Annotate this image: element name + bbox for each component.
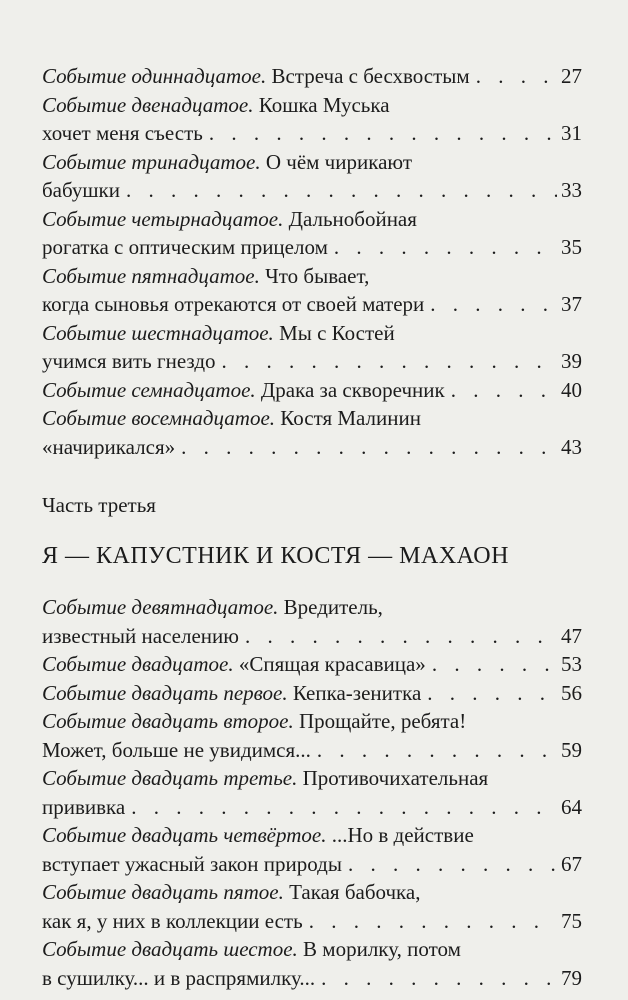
toc-leader-dots: [334, 233, 557, 262]
toc-entry-title: ...Но в действие: [331, 823, 474, 847]
toc-entry[interactable]: [42, 262, 582, 319]
toc-event-label: Событие двадцать четвёртое.: [42, 823, 327, 847]
toc-entry-title: Дальнобойная: [288, 206, 417, 231]
toc-entry-first-line: [42, 679, 582, 708]
toc-entry-first-line: [42, 376, 582, 405]
toc-entry-first-line: [42, 262, 582, 291]
toc-entry-second-line: [42, 433, 582, 462]
toc-page-number: 53: [561, 652, 582, 676]
toc-page-number: 35: [561, 235, 582, 259]
toc-entry-first-line: [42, 935, 582, 964]
toc-leader-dots: [131, 793, 557, 822]
toc-entry-title: «Спящая красавица»: [238, 652, 426, 676]
toc-entry-title: Встреча с бесхвостым: [271, 64, 470, 88]
toc-leader-dots: [451, 376, 557, 405]
toc-entry[interactable]: [42, 764, 582, 821]
toc-event-label: Событие шестнадцатое.: [42, 320, 274, 345]
toc-entry-title: Прощайте, ребята!: [298, 709, 467, 733]
toc-entry-title-continued: когда сыновья отрекаются от своей матери: [42, 292, 425, 316]
toc-event-label: Событие двадцать первое.: [42, 680, 288, 705]
toc-entry-title-continued: рогатка с оптическим прицелом: [42, 235, 328, 259]
toc-entry[interactable]: [42, 679, 582, 708]
toc-leader-dots: [321, 964, 557, 993]
toc-event-label: Событие двадцать пятое.: [42, 880, 284, 904]
toc-leader-dots: [181, 433, 557, 462]
toc-entry-title: Драка за скворечник: [260, 377, 445, 402]
toc-leader-dots: [476, 62, 557, 91]
toc-leader-dots: [432, 650, 557, 679]
toc-leader-dots: [348, 850, 557, 879]
toc-entry-second-line: [42, 622, 582, 651]
toc-leader-dots: [245, 622, 557, 651]
toc-entry-first-line: [42, 404, 582, 433]
toc-entry-second-line: [42, 907, 582, 936]
toc-entry-second-line: [42, 850, 582, 879]
toc-entry[interactable]: [42, 62, 582, 91]
toc-entry-title-continued: как я, у них в коллекции есть: [42, 908, 303, 933]
toc-entry-title: Такая бабочка,: [289, 880, 421, 904]
toc-entry[interactable]: [42, 593, 582, 650]
toc-entry[interactable]: [42, 148, 582, 205]
toc-entry[interactable]: [42, 91, 582, 148]
toc-page-number: 75: [561, 908, 582, 933]
toc-entry-title: Кошка Муська: [258, 92, 390, 117]
toc-event-label: Событие девятнадцатое.: [42, 595, 279, 619]
toc-page-number: 64: [561, 794, 582, 819]
toc-entry-first-line: [42, 650, 582, 679]
toc-entry-title-continued: вступает ужасный закон природы: [42, 851, 342, 876]
toc-entry-first-line: [42, 62, 582, 91]
toc-entry-title: Кепка-зенитка: [292, 680, 422, 705]
toc-page-number: 40: [561, 377, 582, 402]
toc-page-number: 27: [561, 64, 582, 88]
toc-event-label: Событие двенадцатое.: [42, 92, 254, 117]
toc-entry[interactable]: [42, 935, 582, 992]
toc-page-number: 56: [561, 680, 582, 705]
toc-entry-title: О чём чирикают: [265, 149, 413, 174]
toc-entry-first-line: [42, 148, 582, 177]
toc-event-label: Событие восемнадцатое.: [42, 406, 276, 430]
toc-entry-title: В морилку, потом: [303, 937, 461, 961]
toc-entry-first-line: [42, 593, 582, 622]
toc-page-number: 37: [561, 292, 582, 316]
toc-entry[interactable]: [42, 821, 582, 878]
toc-page-number: 59: [561, 737, 582, 762]
toc-entry[interactable]: [42, 878, 582, 935]
toc-leader-dots: [427, 679, 557, 708]
toc-entry-title: Вредитель,: [283, 595, 383, 619]
toc-page-number: 31: [561, 121, 582, 145]
toc-event-label: Событие пятнадцатое.: [42, 263, 260, 288]
toc-group-part-three: [42, 593, 582, 992]
toc-entry[interactable]: [42, 376, 582, 405]
toc-entry-first-line: [42, 707, 582, 736]
toc-leader-dots: [209, 119, 557, 148]
toc-page-number: 67: [561, 851, 582, 876]
toc-page-number: 79: [561, 965, 582, 990]
toc-entry-title-continued: хочет меня съесть: [42, 121, 203, 145]
toc-entry-title: Что бывает,: [265, 263, 370, 288]
toc-entry-first-line: [42, 205, 582, 234]
toc-entry-title-continued: Может, больше не увидимся...: [42, 737, 311, 762]
toc-leader-dots: [222, 347, 557, 376]
toc-page-number: 43: [561, 434, 582, 459]
toc-entry-first-line: [42, 878, 582, 907]
toc-event-label: Событие двадцать шестое.: [42, 937, 298, 961]
toc-entry-title: Костя Малинин: [280, 406, 421, 430]
toc-page-number: 39: [561, 349, 582, 373]
toc-entry-second-line: [42, 176, 582, 205]
toc-page-number: 47: [561, 623, 582, 648]
part-label: Часть третья: [42, 493, 156, 517]
toc-event-label: Событие семнадцатое.: [42, 377, 256, 402]
toc-entry-second-line: [42, 119, 582, 148]
toc-entry-first-line: [42, 91, 582, 120]
toc-entry[interactable]: [42, 319, 582, 376]
toc-entry-second-line: [42, 793, 582, 822]
toc-entry-title-continued: «начирикался»: [42, 434, 176, 459]
toc-entry[interactable]: [42, 205, 582, 262]
toc-entry-title: Мы с Костей: [279, 320, 395, 345]
toc-leader-dots: [430, 290, 557, 319]
table-of-contents: [42, 62, 582, 992]
toc-entry-first-line: [42, 319, 582, 348]
toc-entry[interactable]: [42, 650, 582, 679]
toc-entry-second-line: [42, 290, 582, 319]
toc-entry-title-continued: прививка: [42, 794, 126, 819]
toc-entry-second-line: [42, 233, 582, 262]
toc-entry[interactable]: [42, 707, 582, 764]
toc-leader-dots: [317, 736, 557, 765]
section-title: Я — КАПУСТНИК И КОСТЯ — МАХАОН: [42, 543, 509, 569]
toc-entry-title-continued: бабушки: [42, 178, 121, 202]
toc-event-label: Событие одиннадцатое.: [42, 64, 267, 88]
toc-entry-first-line: [42, 821, 582, 850]
toc-entry[interactable]: [42, 404, 582, 461]
toc-entry-second-line: [42, 964, 582, 993]
toc-event-label: Событие четырнадцатое.: [42, 206, 284, 231]
toc-entry-first-line: [42, 764, 582, 793]
toc-leader-dots: [309, 907, 557, 936]
toc-group-part-two: [42, 62, 582, 461]
toc-entry-second-line: [42, 736, 582, 765]
toc-entry-title-continued: учимся вить гнездо: [42, 349, 216, 373]
toc-event-label: Событие тринадцатое.: [42, 149, 261, 174]
toc-entry-title-continued: известный населению: [42, 623, 239, 648]
toc-event-label: Событие двадцатое.: [42, 652, 234, 676]
toc-event-label: Событие двадцать второе.: [42, 709, 294, 733]
toc-page-number: 33: [561, 178, 582, 202]
toc-entry-title: Противочихательная: [302, 766, 489, 790]
toc-entry-second-line: [42, 347, 582, 376]
toc-event-label: Событие двадцать третье.: [42, 766, 298, 790]
toc-leader-dots: [126, 176, 557, 205]
toc-entry-title-continued: в сушилку... и в распрямилку...: [42, 965, 316, 990]
